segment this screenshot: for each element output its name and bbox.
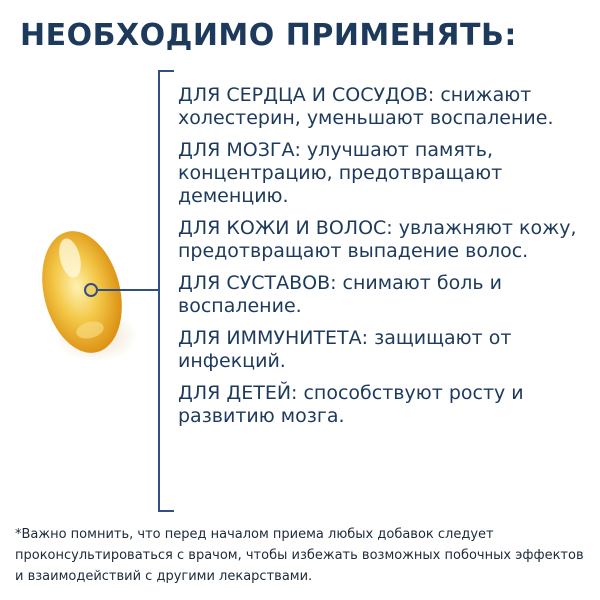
benefit-heart: ДЛЯ СЕРДЦА И СОСУДОВ: снижают холестерин, уменьшают воспаление. [178, 84, 554, 129]
benefits-list [178, 84, 588, 437]
benefit-immunity: ДЛЯ ИММУНИТЕТА: защищают от инфекций. [178, 327, 512, 372]
benefit-skin-hair: ДЛЯ КОЖИ И ВОЛОС: увлажняют кожу, предотвращают выпадение волос. [178, 217, 577, 262]
disclaimer-footnote: *Важно помнить, что перед началом приема любых добавок следует проконсультироваться с врачом, чтобы избежать возможных побочных эффектов и взаимодействий с другими лекарствами. [15, 527, 584, 584]
connector-line [96, 289, 160, 291]
connector-dot [84, 283, 98, 297]
benefit-joints: ДЛЯ СУСТАВОВ: снимают боль и воспаление. [178, 272, 502, 317]
bracket-line [158, 70, 174, 512]
page-title: НЕОБХОДИМО ПРИМЕНЯТЬ: [20, 18, 517, 53]
benefit-brain: ДЛЯ МОЗГА: улучшают память, концентрацию, предотвращают деменцию. [178, 139, 503, 207]
benefit-children: ДЛЯ ДЕТЕЙ: способствуют росту и развитию мозга. [178, 382, 524, 427]
